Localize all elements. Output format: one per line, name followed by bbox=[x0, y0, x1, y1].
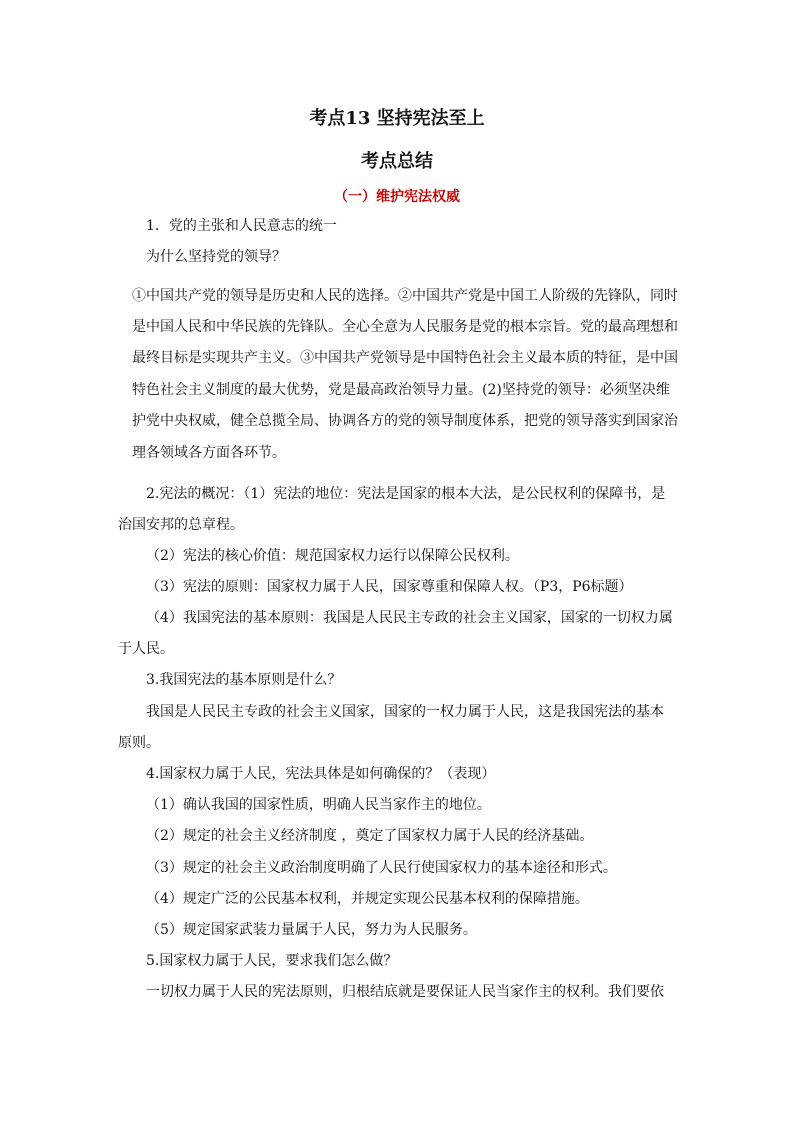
s2-line4: （4）我国宪法的基本原则：我国是人民民主专政的社会主义国家，国家的一切权力属 bbox=[146, 610, 673, 626]
s4-item: （5）规定国家武装力量属于人民，努力为人民服务。 bbox=[146, 922, 477, 938]
s1-answer-line: ①中国共产党的领导是历史和人民的选择。②中国共产党是中国工人阶级的先锋队，同时 bbox=[132, 288, 678, 304]
s4-question: 4.国家权力属于人民，宪法具体是如何确保的？（表现） bbox=[146, 766, 496, 782]
page-title: 考点13 坚持宪法至上 bbox=[309, 108, 485, 129]
s4-item: （1）确认我国的国家性质，明确人民当家作主的地位。 bbox=[146, 797, 491, 813]
s3-question: 3.我国宪法的基本原则是什么？ bbox=[146, 672, 342, 688]
s1-answer-line: 是中国人民和中华民族的先锋队。全心全意为人民服务是党的根本宗旨。党的最高理想和 bbox=[132, 319, 678, 335]
s2-line2: （2）宪法的核心价值：规范国家权力运行以保障公民权利。 bbox=[146, 548, 519, 564]
s4-item: （2）规定的社会主义经济制度 ，奠定了国家权力属于人民的经济基础。 bbox=[146, 828, 594, 844]
s2-line1-cont: 治国安邦的总章程。 bbox=[118, 517, 244, 533]
s1-answer-line: 护党中央权威，健全总揽全局、协调各方的党的领导制度体系，把党的领导落实到国家治 bbox=[132, 413, 678, 429]
s2-line4-cont: 于人民。 bbox=[118, 641, 174, 657]
s5-answer: 一切权力属于人民的宪法原则，归根结底就是要保证人民当家作主的权利。我们要依 bbox=[146, 984, 664, 1000]
s2-line3: （3）宪法的原则：国家权力属于人民，国家尊重和保障人权。（P3，P6标题） bbox=[146, 579, 633, 595]
s1-question: 为什么坚持党的领导？ bbox=[146, 249, 286, 265]
s2-line1: 2.宪法的概况：（1）宪法的地位：宪法是国家的根本大法，是公民权利的保障书，是 bbox=[146, 486, 666, 502]
s1-answer-line: 最终目标是实现共产主义。③中国共产党领导是中国特色社会主义最本质的特征，是中国 bbox=[132, 350, 678, 366]
s1-answer-line: 特色社会主义制度的最大优势，党是最高政治领导力量。(2)坚持党的领导：必须坚决维 bbox=[132, 382, 670, 398]
s1-heading: 1．党的主张和人民意志的统一 bbox=[146, 218, 337, 234]
section-heading: （一）维护宪法权威 bbox=[334, 189, 460, 205]
s3-answer: 我国是人民民主专政的社会主义国家，国家的一权力属于人民，这是我国宪法的基本 bbox=[146, 704, 664, 720]
s3-answer-cont: 原则。 bbox=[118, 735, 160, 751]
page-subtitle: 考点总结 bbox=[361, 151, 433, 172]
s5-question: 5.国家权力属于人民，要求我们怎么做？ bbox=[146, 953, 398, 969]
s4-item: （3）规定的社会主义政治制度明确了人民行使国家权力的基本途径和形式。 bbox=[146, 860, 617, 876]
s1-answer-line: 理各领域各方面各环节。 bbox=[132, 445, 286, 461]
s4-item: （4）规定广泛的公民基本权利，并规定实现公民基本权利的保障措施。 bbox=[146, 891, 589, 907]
